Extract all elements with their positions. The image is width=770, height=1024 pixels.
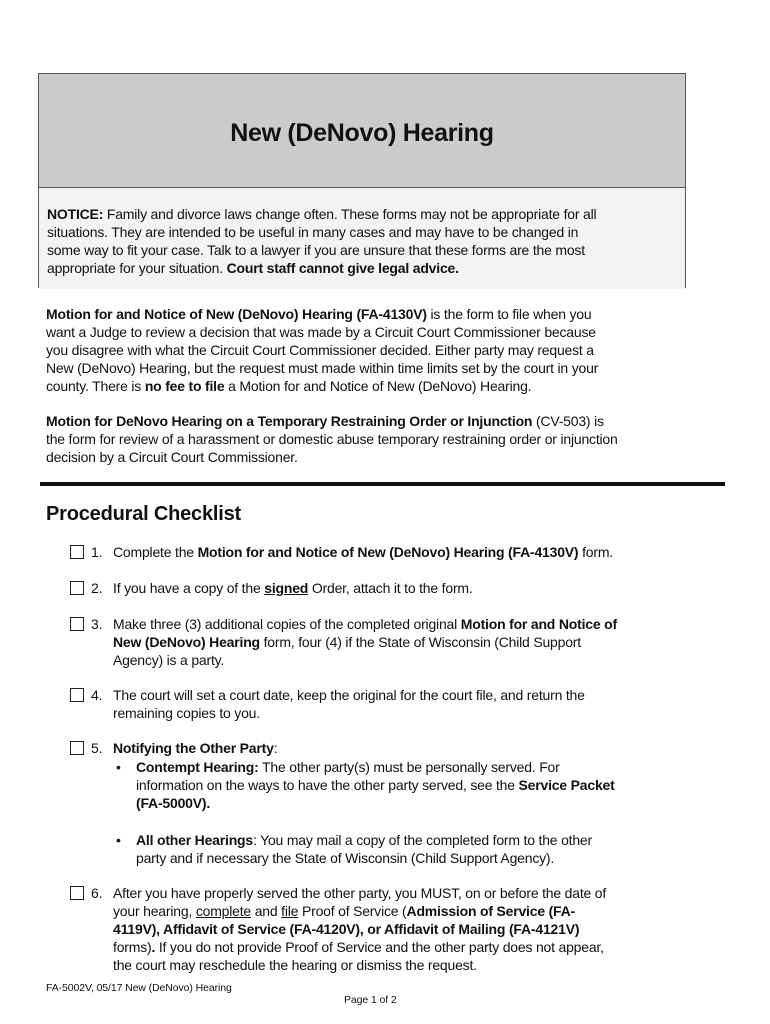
text-run: Make three (3) additional copies of the completed original <box>113 616 461 632</box>
text-line <box>46 305 598 323</box>
text-line <box>113 739 277 757</box>
text-run: a Motion for and Notice of New (DeNovo) Hearing. <box>224 378 532 394</box>
text-run: party and if necessary the State of Wisconsin (Child Support Agency). <box>136 850 555 866</box>
text-line <box>47 205 685 223</box>
text-line <box>113 633 617 651</box>
text-line <box>46 341 598 359</box>
text-line <box>47 223 685 241</box>
text-run: : <box>273 740 278 756</box>
text-run: county. There is <box>46 378 145 394</box>
text-run: All other Hearings <box>136 832 253 848</box>
text-line <box>46 323 598 341</box>
text-line <box>113 651 617 669</box>
text-line <box>46 412 618 430</box>
text-run: 4119V), Affidavit of Service (FA-4120V), or Affidavit of Mailing (FA-4121V) <box>113 921 580 937</box>
text-line <box>113 956 606 974</box>
bullet-text <box>136 831 592 867</box>
text-run: : You may mail a copy of the completed form to the other <box>252 832 592 848</box>
text-run: Notifying the Other Party <box>113 740 274 756</box>
text-run: file <box>281 903 299 919</box>
checkbox[interactable] <box>70 545 84 559</box>
section-divider <box>40 482 725 486</box>
text-run: and <box>251 903 282 919</box>
text-line <box>136 794 615 812</box>
text-line <box>136 758 615 776</box>
notice-text <box>47 205 685 277</box>
text-run: your hearing, <box>113 903 196 919</box>
item-text <box>113 884 606 974</box>
item-text <box>113 579 473 597</box>
header-box <box>38 73 686 288</box>
text-line <box>136 849 592 867</box>
text-run: some way to fit your case. Talk to a lawyer if you are unsure that these forms are the most <box>47 242 585 258</box>
text-run: Admission of Service (FA- <box>406 903 576 919</box>
text-run: New (DeNovo) Hearing <box>113 634 260 650</box>
text-run: (FA-5000V). <box>136 795 211 811</box>
checkbox[interactable] <box>70 581 84 595</box>
text-run: appropriate for your situation. <box>47 260 227 276</box>
text-run: The other party(s) must be personally served. For <box>258 759 560 775</box>
text-line <box>113 686 585 704</box>
text-run: forms) <box>113 939 152 955</box>
checklist-heading: Procedural Checklist <box>46 503 241 525</box>
item-number: 2. <box>91 580 103 596</box>
text-run: Service Packet <box>518 777 615 793</box>
item-number: 4. <box>91 687 103 703</box>
text-run: you disagree with what the Circuit Court Commissioner decided. Either party may request a <box>46 342 594 358</box>
text-run: decision by a Circuit Court Commissioner. <box>46 449 298 465</box>
text-line <box>113 579 473 597</box>
item-text <box>113 543 613 561</box>
text-run: Motion for and Notice of New (DeNovo) Hearing (FA-4130V) <box>197 544 579 560</box>
text-run: The court will set a court date, keep the original for the court file, and return the <box>113 687 585 703</box>
notice-box <box>39 188 685 289</box>
checkbox[interactable] <box>70 741 84 755</box>
text-line <box>46 377 598 395</box>
intro-paragraph-1 <box>46 305 598 395</box>
item-number: 5. <box>91 740 103 756</box>
bullet-icon: • <box>116 759 121 775</box>
text-run: Motion for and Notice of New (DeNovo) Hearing (FA-4130V) <box>46 306 427 322</box>
text-line <box>47 241 685 259</box>
text-run: Agency) is a party. <box>113 652 225 668</box>
checkbox[interactable] <box>70 886 84 900</box>
text-run: remaining copies to you. <box>113 705 260 721</box>
text-line <box>113 884 606 902</box>
item-text <box>113 615 617 669</box>
text-run: Proof of Service ( <box>298 903 407 919</box>
text-run: want a Judge to review a decision that was made by a Circuit Court Commissioner because <box>46 324 596 340</box>
item-number: 1. <box>91 544 103 560</box>
text-line <box>136 831 592 849</box>
checkbox[interactable] <box>70 688 84 702</box>
text-run: After you have properly served the other party, you MUST, on or before the date of <box>113 885 607 901</box>
item-number: 3. <box>91 616 103 632</box>
text-run: Complete the <box>113 544 198 560</box>
text-line <box>46 359 598 377</box>
text-run: complete <box>195 903 252 919</box>
text-run: Contempt Hearing: <box>136 759 259 775</box>
title-banner <box>39 74 685 188</box>
form-id: FA-5002V, 05/17 New (DeNovo) Hearing <box>46 982 232 994</box>
text-line <box>46 448 618 466</box>
text-run: is the form to file when you <box>426 306 592 322</box>
text-run: If you have a copy of the <box>113 580 265 596</box>
text-run: If you do not provide Proof of Service and the other party does not appear, <box>155 939 604 955</box>
item-number: 6. <box>91 885 103 901</box>
text-run: form, four (4) if the State of Wisconsin (Child Support <box>259 634 581 650</box>
text-line <box>113 704 585 722</box>
text-line <box>46 430 618 448</box>
text-line <box>113 938 606 956</box>
text-run: Order, attach it to the form. <box>308 580 473 596</box>
text-line <box>113 920 606 938</box>
text-run: the form for review of a harassment or domestic abuse temporary restraining order or injunction <box>46 431 618 447</box>
text-run: Motion for DeNovo Hearing on a Temporary Restraining Order or Injunction <box>46 413 533 429</box>
page-number: Page 1 of 2 <box>344 994 397 1006</box>
text-line <box>113 615 617 633</box>
text-run: NOTICE: <box>47 206 104 222</box>
intro-paragraph-2 <box>46 412 618 466</box>
text-run: (CV-503) is <box>532 413 604 429</box>
bullet-icon: • <box>116 832 121 848</box>
text-line <box>136 776 615 794</box>
text-line <box>113 902 606 920</box>
item-text <box>113 739 277 757</box>
text-run: New (DeNovo) Hearing, but the request must made within time limits set by the court in your <box>46 360 599 376</box>
text-run: Motion for and Notice of <box>460 616 617 632</box>
text-run: Court staff cannot give legal advice. <box>226 260 459 276</box>
item-text <box>113 686 585 722</box>
text-run: no fee to file <box>144 378 225 394</box>
page-title: New (DeNovo) Hearing <box>230 119 494 147</box>
text-run: signed <box>264 580 309 596</box>
checkbox[interactable] <box>70 617 84 631</box>
text-run: situations. They are intended to be useful in many cases and may have to be changed in <box>47 224 579 240</box>
text-run: the court may reschedule the hearing or dismiss the request. <box>113 957 477 973</box>
bullet-text <box>136 758 615 812</box>
text-line <box>113 543 613 561</box>
text-run: information on the ways to have the other party served, see the <box>136 777 519 793</box>
text-line <box>47 259 685 277</box>
text-run: Family and divorce laws change often. These forms may not be appropriate for all <box>103 206 597 222</box>
text-run: . <box>151 939 156 955</box>
text-run: form. <box>578 544 613 560</box>
